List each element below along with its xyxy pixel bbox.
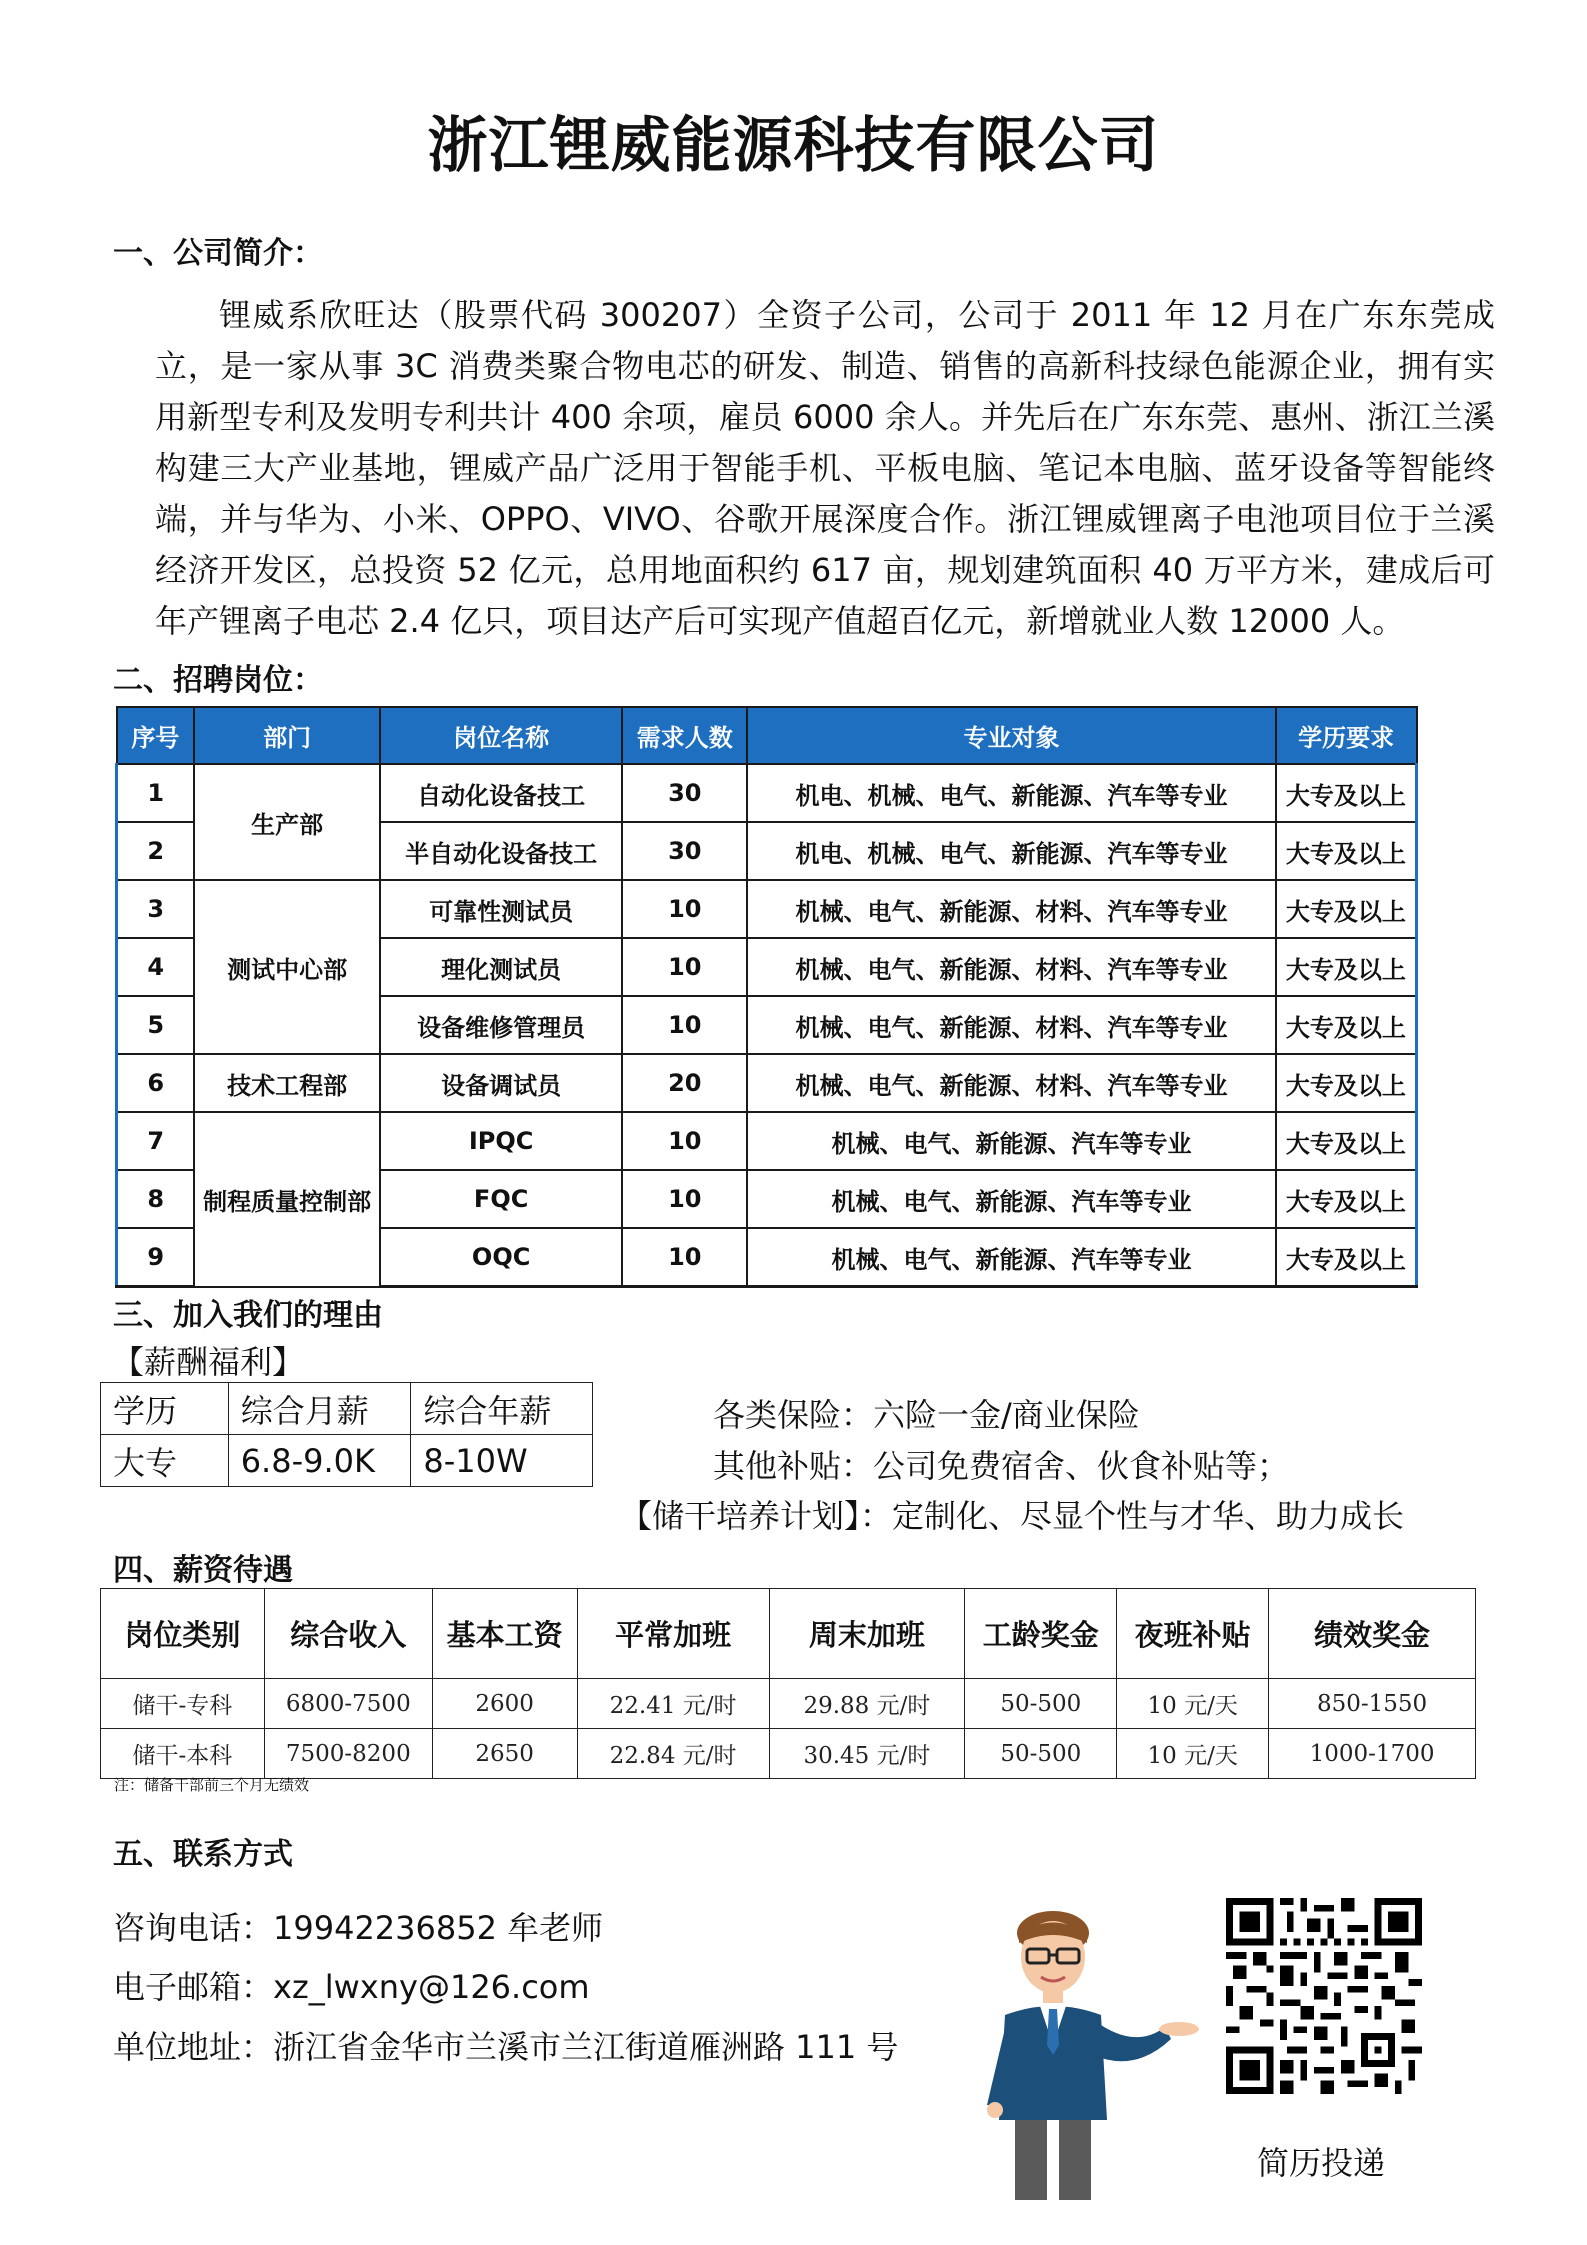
salary-cell: 6.8-9.0K bbox=[228, 1435, 411, 1487]
insurance-text: 各类保险：六险一金/商业保险 bbox=[713, 1396, 1140, 1434]
section-heading-intro: 一、公司简介： bbox=[113, 236, 323, 271]
contact-email: 电子邮箱：xz_lwxny@126.com bbox=[113, 1968, 590, 2006]
edu-cell: 大专及以上 bbox=[1276, 1054, 1417, 1112]
position-cell: 半自动化设备技工 bbox=[380, 822, 623, 880]
table-row bbox=[101, 1679, 1476, 1729]
header-cell: 学历要求 bbox=[1276, 707, 1417, 764]
table-row bbox=[117, 764, 1417, 822]
count-cell: 30 bbox=[622, 764, 747, 822]
pay-cell: 50-500 bbox=[965, 1679, 1117, 1729]
header-cell: 序号 bbox=[117, 707, 195, 764]
company-intro: 锂威系欣旺达（股票代码 300207）全资子公司，公司于 2011 年 12 月在广东东莞成立，是一家从事 3C 消费类聚合物电芯的研发、制造、销售的高新科技绿色能源企业，拥有实用新型专利及发明专利共计 400 余项，雇员 6000 余人。并先后在广东东莞、惠州、浙江兰溪构建三大产业基地，锂威产品广泛用于智能手机、平板电脑、笔记本电脑、蓝牙设备等智能终端，并与华为、小米、OPPO、VIVO、谷歌开展深度合作。浙江锂威锂离子电池项目位于兰溪经济开发区，总投资 52 亿元，总用地面积约 617 亩，规划建筑面积 40 万平方米，建成后可年产锂离子电芯 2.4 亿只，项目达产后可实现产值超百亿元，新增就业人数 12000 人。 bbox=[155, 296, 1495, 640]
pay-note: 注：储备干部前三个月无绩效 bbox=[114, 1776, 310, 1794]
salary-cell: 大专 bbox=[101, 1435, 229, 1487]
pay-cell: 29.88 元/时 bbox=[769, 1679, 965, 1729]
count-cell: 10 bbox=[622, 1112, 747, 1170]
table-row bbox=[101, 1383, 593, 1435]
department-cell: 测试中心部 bbox=[194, 880, 380, 1054]
table-header-row bbox=[101, 1589, 1476, 1679]
edu-cell: 大专及以上 bbox=[1276, 880, 1417, 938]
major-cell: 机械、电气、新能源、汽车等专业 bbox=[747, 1170, 1276, 1228]
pay-cell: 30.45 元/时 bbox=[769, 1729, 965, 1779]
table-row bbox=[101, 1435, 593, 1487]
position-cell: IPQC bbox=[380, 1112, 623, 1170]
businessman-illustration bbox=[975, 1905, 1205, 2205]
header-cell: 需求人数 bbox=[622, 707, 747, 764]
pay-cell: 7500-8200 bbox=[264, 1729, 432, 1779]
salary-table bbox=[100, 1382, 593, 1487]
row-number: 3 bbox=[117, 880, 195, 938]
pay-header-cell: 平常加班 bbox=[577, 1589, 769, 1679]
count-cell: 10 bbox=[622, 1228, 747, 1287]
salary-label: 【薪酬福利】 bbox=[112, 1343, 305, 1381]
header-cell: 部门 bbox=[194, 707, 380, 764]
row-number: 2 bbox=[117, 822, 195, 880]
row-number: 5 bbox=[117, 996, 195, 1054]
pay-cell: 10 元/天 bbox=[1117, 1729, 1269, 1779]
salary-header-cell: 综合年薪 bbox=[411, 1383, 593, 1435]
major-cell: 机械、电气、新能源、汽车等专业 bbox=[747, 1112, 1276, 1170]
position-cell: 理化测试员 bbox=[380, 938, 623, 996]
pay-table bbox=[100, 1588, 1476, 1779]
contact-address: 单位地址：浙江省金华市兰溪市兰江街道雁洲路 111 号 bbox=[113, 2028, 899, 2066]
department-cell: 生产部 bbox=[194, 764, 380, 880]
pay-cell: 2600 bbox=[432, 1679, 577, 1729]
pay-cell: 10 元/天 bbox=[1117, 1679, 1269, 1729]
row-number: 4 bbox=[117, 938, 195, 996]
edu-cell: 大专及以上 bbox=[1276, 1228, 1417, 1287]
major-cell: 机械、电气、新能源、材料、汽车等专业 bbox=[747, 938, 1276, 996]
major-cell: 机电、机械、电气、新能源、汽车等专业 bbox=[747, 764, 1276, 822]
qr-code-icon bbox=[1226, 1898, 1422, 2094]
count-cell: 30 bbox=[622, 822, 747, 880]
salary-header-cell: 综合月薪 bbox=[228, 1383, 411, 1435]
pay-cell: 50-500 bbox=[965, 1729, 1117, 1779]
position-cell: 设备维修管理员 bbox=[380, 996, 623, 1054]
edu-cell: 大专及以上 bbox=[1276, 1112, 1417, 1170]
pay-cell: 2650 bbox=[432, 1729, 577, 1779]
position-cell: 自动化设备技工 bbox=[380, 764, 623, 822]
position-cell: FQC bbox=[380, 1170, 623, 1228]
row-number: 9 bbox=[117, 1228, 195, 1287]
count-cell: 10 bbox=[622, 880, 747, 938]
training-text: 【储干培养计划】：定制化、尽显个性与才华、助力成长 bbox=[620, 1497, 1405, 1535]
pay-cell: 储干-专科 bbox=[101, 1679, 265, 1729]
department-cell: 制程质量控制部 bbox=[194, 1112, 380, 1287]
pay-cell: 1000-1700 bbox=[1269, 1729, 1476, 1779]
section-heading-contact: 五、联系方式 bbox=[113, 1837, 293, 1872]
count-cell: 20 bbox=[622, 1054, 747, 1112]
major-cell: 机械、电气、新能源、材料、汽车等专业 bbox=[747, 1054, 1276, 1112]
count-cell: 10 bbox=[622, 996, 747, 1054]
department-cell: 技术工程部 bbox=[194, 1054, 380, 1112]
edu-cell: 大专及以上 bbox=[1276, 1170, 1417, 1228]
pay-cell: 22.41 元/时 bbox=[577, 1679, 769, 1729]
edu-cell: 大专及以上 bbox=[1276, 996, 1417, 1054]
table-row bbox=[117, 880, 1417, 938]
edu-cell: 大专及以上 bbox=[1276, 764, 1417, 822]
pay-header-cell: 绩效奖金 bbox=[1269, 1589, 1476, 1679]
row-number: 8 bbox=[117, 1170, 195, 1228]
table-header-row bbox=[117, 707, 1417, 764]
major-cell: 机械、电气、新能源、材料、汽车等专业 bbox=[747, 996, 1276, 1054]
pay-header-cell: 综合收入 bbox=[264, 1589, 432, 1679]
row-number: 6 bbox=[117, 1054, 195, 1112]
section-heading-jobs: 二、招聘岗位： bbox=[113, 663, 323, 698]
pay-cell: 6800-7500 bbox=[264, 1679, 432, 1729]
table-row bbox=[101, 1729, 1476, 1779]
major-cell: 机电、机械、电气、新能源、汽车等专业 bbox=[747, 822, 1276, 880]
pay-cell: 储干-本科 bbox=[101, 1729, 265, 1779]
position-cell: OQC bbox=[380, 1228, 623, 1287]
page-title: 浙江锂威能源科技有限公司 bbox=[427, 111, 1160, 181]
row-number: 7 bbox=[117, 1112, 195, 1170]
salary-cell: 8-10W bbox=[411, 1435, 593, 1487]
contact-phone: 咨询电话：19942236852 牟老师 bbox=[113, 1909, 604, 1947]
table-row bbox=[117, 1112, 1417, 1170]
section-heading-reasons: 三、加入我们的理由 bbox=[113, 1298, 383, 1333]
pay-header-cell: 岗位类别 bbox=[101, 1589, 265, 1679]
position-cell: 设备调试员 bbox=[380, 1054, 623, 1112]
pay-header-cell: 基本工资 bbox=[432, 1589, 577, 1679]
salary-header-cell: 学历 bbox=[101, 1383, 229, 1435]
pay-header-cell: 夜班补贴 bbox=[1117, 1589, 1269, 1679]
subsidy-text: 其他补贴：公司免费宿舍、伙食补贴等； bbox=[713, 1447, 1290, 1485]
row-number: 1 bbox=[117, 764, 195, 822]
pay-header-cell: 周末加班 bbox=[769, 1589, 965, 1679]
qr-caption: 简历投递 bbox=[1257, 2144, 1386, 2182]
count-cell: 10 bbox=[622, 1170, 747, 1228]
table-row bbox=[117, 1054, 1417, 1112]
pay-cell: 22.84 元/时 bbox=[577, 1729, 769, 1779]
header-cell: 专业对象 bbox=[747, 707, 1276, 764]
edu-cell: 大专及以上 bbox=[1276, 822, 1417, 880]
jobs-table bbox=[115, 706, 1418, 1288]
count-cell: 10 bbox=[622, 938, 747, 996]
position-cell: 可靠性测试员 bbox=[380, 880, 623, 938]
major-cell: 机械、电气、新能源、材料、汽车等专业 bbox=[747, 880, 1276, 938]
edu-cell: 大专及以上 bbox=[1276, 938, 1417, 996]
pay-cell: 850-1550 bbox=[1269, 1679, 1476, 1729]
pay-header-cell: 工龄奖金 bbox=[965, 1589, 1117, 1679]
major-cell: 机械、电气、新能源、汽车等专业 bbox=[747, 1228, 1276, 1287]
header-cell: 岗位名称 bbox=[380, 707, 623, 764]
section-heading-pay: 四、薪资待遇 bbox=[113, 1553, 293, 1588]
